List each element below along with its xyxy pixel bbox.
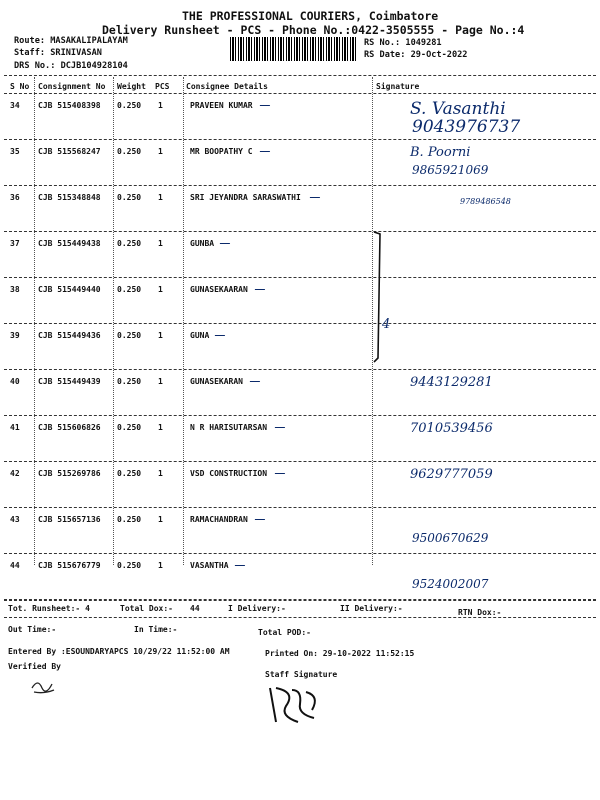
row-consignment-no: CJB 515408398: [38, 101, 101, 110]
table-row: [0, 141, 600, 187]
col-consignee: Consignee Details: [186, 82, 268, 91]
handwritten-phone: 9043976737: [412, 117, 521, 137]
rs-date: RS Date: 29-Oct-2022: [364, 50, 468, 60]
row-consignment-no: CJB 515449438: [38, 239, 101, 248]
row-consignee: VSD CONSTRUCTION: [190, 469, 268, 478]
runsheet-subtitle: Delivery Runsheet - PCS - Phone No.:0422-3505555 - Page No.:4: [102, 23, 525, 37]
check-mark: [215, 329, 228, 336]
i-delivery: I Delivery:-: [228, 604, 286, 613]
check-mark: [260, 145, 273, 152]
row-pcs: 1: [158, 561, 163, 570]
handwritten-phone: 9500670629: [412, 531, 489, 545]
row-sno: 34: [10, 101, 20, 110]
row-divider: [4, 553, 596, 554]
row-consignment-no: CJB 515449436: [38, 331, 101, 340]
barcode: [230, 37, 358, 61]
row-pcs: 1: [158, 147, 163, 156]
row-divider: [4, 415, 596, 416]
check-mark: [235, 559, 248, 566]
table-row: [0, 317, 600, 371]
row-pcs: 1: [158, 239, 163, 248]
out-time: Out Time:-: [8, 625, 57, 634]
row-pcs: 1: [158, 423, 163, 432]
row-pcs: 1: [158, 101, 163, 110]
row-consignee: VASANTHA: [190, 561, 229, 570]
row-weight: 0.250: [117, 239, 142, 248]
rtn-dox: RTN Dox:-: [458, 608, 502, 617]
handwritten-signature: S. Vasanthi: [410, 99, 506, 119]
rs-number: RS No.: 1049281: [364, 38, 442, 48]
row-consignment-no: CJB 515348848: [38, 193, 101, 202]
row-sno: 44: [10, 561, 20, 570]
table-row: [0, 187, 600, 233]
table-row: [0, 233, 600, 279]
row-consignment-no: CJB 515606826: [38, 423, 101, 432]
col-sno: S No: [10, 82, 30, 91]
handwritten-phone: 9524002007: [412, 577, 489, 591]
col-weight: Weight: [117, 82, 146, 91]
handwritten-signature: 9443129281: [410, 375, 493, 390]
row-sno: 40: [10, 377, 20, 386]
row-divider: [4, 277, 596, 278]
handwritten-phone: 9865921069: [412, 163, 489, 177]
row-consignment-no: CJB 515449440: [38, 285, 101, 294]
row-consignee: GUNASEKARAN: [190, 377, 243, 386]
row-consignment-no: CJB 515657136: [38, 515, 101, 524]
company-title: THE PROFESSIONAL COURIERS, Coimbatore: [182, 9, 439, 23]
handwritten-phone: 9789486548: [460, 197, 511, 206]
table-row: [0, 463, 600, 509]
row-sno: 36: [10, 193, 20, 202]
row-consignee: MR BOOPATHY C: [190, 147, 253, 156]
row-sno: 39: [10, 331, 20, 340]
row-consignee: RAMACHANDRAN: [190, 515, 248, 524]
row-sno: 42: [10, 469, 20, 478]
row-sno: 35: [10, 147, 20, 156]
bracket-mark: [372, 228, 384, 368]
row-consignee: PRAVEEN KUMAR: [190, 101, 253, 110]
row-weight: 0.250: [117, 423, 142, 432]
row-pcs: 1: [158, 469, 163, 478]
row-consignment-no: CJB 515676779: [38, 561, 101, 570]
drs-label: DRS No.: DCJB104928104: [14, 61, 128, 71]
row-sno: 37: [10, 239, 20, 248]
col-consignment: Consignment No: [38, 82, 106, 91]
row-weight: 0.250: [117, 147, 142, 156]
check-mark: [275, 421, 288, 428]
table-row: [0, 555, 600, 601]
row-consignee: GUNBA: [190, 239, 215, 248]
in-time: In Time:-: [134, 625, 178, 634]
col-pcs: PCS: [155, 82, 170, 91]
row-divider: [4, 323, 596, 324]
row-pcs: 1: [158, 515, 163, 524]
row-weight: 0.250: [117, 193, 142, 202]
row-pcs: 1: [158, 285, 163, 294]
table-row: [0, 509, 600, 555]
row-divider: [4, 231, 596, 232]
total-dox-label: Total Dox:-: [120, 604, 173, 613]
row-divider: [4, 369, 596, 370]
check-mark: [250, 375, 263, 382]
row-divider: [4, 461, 596, 462]
total-runsheet: Tot. Runsheet:- 4: [8, 604, 90, 613]
table-row: [0, 371, 600, 417]
row-pcs: 1: [158, 377, 163, 386]
handwritten-signature: 4: [382, 317, 391, 332]
row-consignee: N R HARISUTARSAN: [190, 423, 268, 432]
divider: [4, 617, 596, 618]
verified-by: Verified By: [8, 662, 61, 671]
divider: [4, 75, 596, 76]
row-divider: [4, 185, 596, 186]
row-pcs: 1: [158, 193, 163, 202]
col-signature: Signature: [376, 82, 420, 91]
row-consignment-no: CJB 515568247: [38, 147, 101, 156]
ii-delivery: II Delivery:-: [340, 604, 403, 613]
row-sno: 41: [10, 423, 20, 432]
route-label: Route: MASAKALIPALAYAM: [14, 36, 128, 46]
check-mark: [255, 283, 268, 290]
row-divider: [4, 139, 596, 140]
row-weight: 0.250: [117, 285, 142, 294]
row-sno: 43: [10, 515, 20, 524]
check-mark: [255, 513, 268, 520]
table-row: [0, 417, 600, 463]
verified-signature-mark: [28, 676, 58, 696]
printed-on: Printed On: 29-10-2022 11:52:15: [265, 649, 415, 658]
check-mark: [275, 467, 288, 474]
row-divider: [4, 507, 596, 508]
staff-signature-mark: [262, 682, 332, 730]
table-row: [0, 95, 600, 141]
row-consignee: SRI JEYANDRA SARASWATHI: [190, 193, 301, 202]
entered-by: Entered By :ESOUNDARYAPCS 10/29/22 11:52:00 AM: [8, 647, 230, 656]
row-consignment-no: CJB 515269786: [38, 469, 101, 478]
row-weight: 0.250: [117, 515, 142, 524]
row-consignee: GUNA: [190, 331, 210, 340]
check-mark: [310, 191, 323, 198]
row-pcs: 1: [158, 331, 163, 340]
handwritten-signature: B. Poorni: [410, 145, 471, 160]
staff-label: Staff: SRINIVASAN: [14, 48, 102, 58]
row-weight: 0.250: [117, 101, 142, 110]
staff-signature-label: Staff Signature: [265, 670, 338, 679]
table-row: [0, 279, 600, 325]
row-consignee: GUNASEKAARAN: [190, 285, 248, 294]
row-weight: 0.250: [117, 469, 142, 478]
divider: [4, 93, 596, 94]
row-weight: 0.250: [117, 561, 142, 570]
check-mark: [260, 99, 273, 106]
handwritten-signature: 9629777059: [410, 467, 493, 482]
row-weight: 0.250: [117, 331, 142, 340]
total-pod: Total POD:-: [258, 628, 311, 637]
divider: [4, 600, 596, 601]
handwritten-signature: 7010539456: [410, 421, 493, 436]
row-consignment-no: CJB 515449439: [38, 377, 101, 386]
check-mark: [220, 237, 233, 244]
row-sno: 38: [10, 285, 20, 294]
row-weight: 0.250: [117, 377, 142, 386]
total-dox-value: 44: [190, 604, 200, 613]
